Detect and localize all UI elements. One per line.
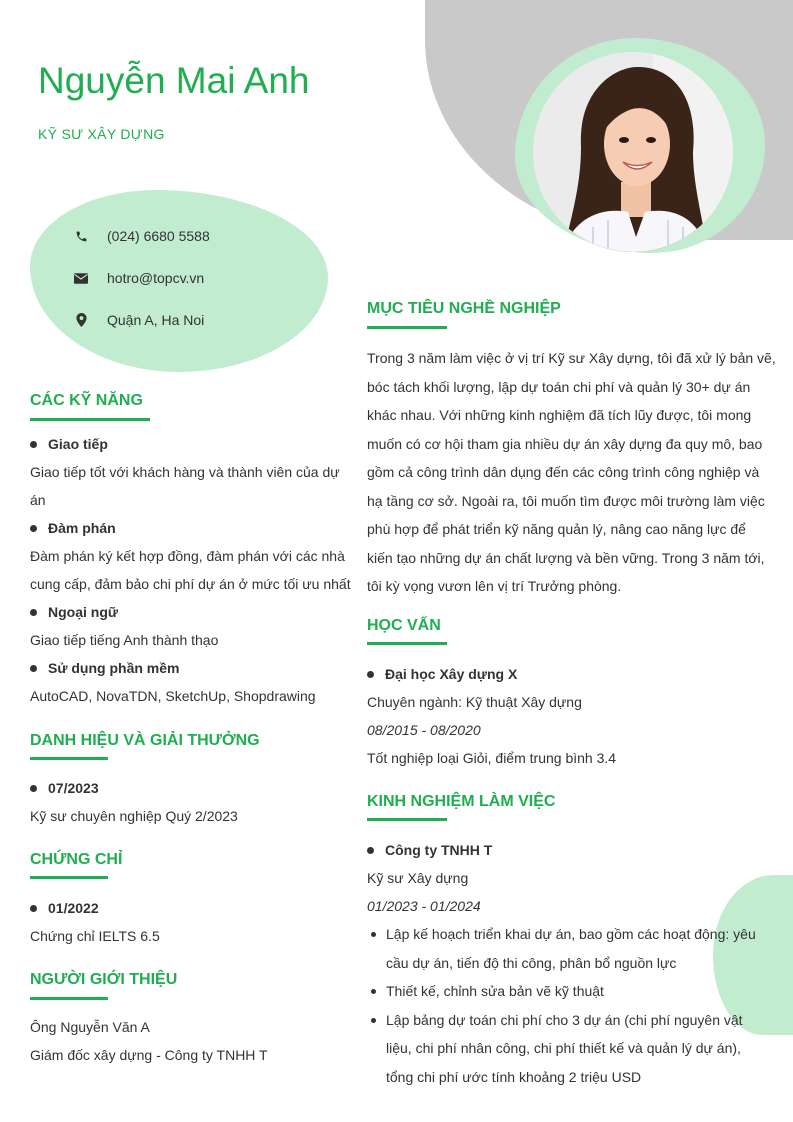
references-title: NGƯỜI GIỚI THIỆU — [30, 971, 178, 988]
reference-name: Ông Nguyễn Văn A — [30, 1019, 150, 1035]
experience-period: 01/2023 - 01/2024 — [367, 898, 481, 914]
certificate-date-text: 01/2022 — [48, 900, 99, 916]
profile-photo — [533, 52, 733, 252]
address-text: Quận A, Ha Noi — [107, 312, 205, 328]
bullet-icon — [367, 847, 374, 854]
skill-name: Đàm phán — [48, 520, 116, 536]
objective-paragraph — [367, 344, 787, 601]
skill-description-line: Giao tiếp tốt với khách hàng và thành viên của dự — [30, 464, 340, 480]
objective-line: Trong 3 năm làm việc ở vị trí Kỹ sư Xây dựng, tôi đã xử lý bản vẽ, — [367, 350, 776, 366]
certificate-date — [30, 900, 99, 916]
task-line: Thiết kế, chỉnh sửa bản vẽ kỹ thuật — [386, 983, 604, 999]
experience-task — [367, 1006, 777, 1092]
objective-line: phù hợp để phát triển kỹ năng quản lý, nâng cao năng lực để — [367, 521, 746, 537]
skill-description — [30, 458, 350, 514]
bullet-icon — [30, 525, 37, 532]
bullet-icon — [30, 665, 37, 672]
experience-company-name: Công ty TNHH T — [385, 842, 493, 858]
skill-name: Sử dụng phần mềm — [48, 660, 180, 676]
skills-title: CÁC KỸ NĂNG — [30, 392, 143, 409]
education-period: 08/2015 - 08/2020 — [367, 722, 481, 738]
objective-line: gồm cả công trình dân dụng đến các công trình công nghiệp và — [367, 464, 760, 480]
objective-line: muốn có cơ hội tham gia nhiều dự án xây dựng đa quy mô, bao — [367, 435, 763, 452]
bullet-icon — [30, 905, 37, 912]
certificate-text: Chứng chỉ IELTS 6.5 — [30, 928, 160, 944]
map-marker-icon — [74, 313, 88, 327]
task-line: Lập bảng dự toán chi phí cho 3 dự án (chi phí nguyên vật — [386, 1011, 743, 1028]
contact-email — [74, 270, 204, 286]
skill-description-line: cung cấp, đảm bảo chi phí dự án ở mức tối ưu nhất — [30, 576, 351, 592]
experience-role: Kỹ sư Xây dựng — [367, 870, 469, 886]
task-line: cầu dự án, tiến độ thi công, phân bổ nguồn lực — [386, 954, 677, 971]
education-major: Chuyên ngành: Kỹ thuật Xây dựng — [367, 694, 582, 710]
certificates-title: CHỨNG CHỈ — [30, 851, 123, 868]
experience-company — [367, 842, 492, 858]
awards-title: DANH HIỆU VÀ GIẢI THƯỞNG — [30, 732, 260, 749]
skill-description: AutoCAD, NovaTDN, SketchUp, Shopdrawing — [30, 688, 316, 704]
skill-heading — [30, 436, 108, 452]
experience-task — [367, 920, 777, 977]
education-underline — [367, 642, 447, 645]
education-result: Tốt nghiệp loại Giỏi, điểm trung bình 3.4 — [367, 750, 617, 766]
skill-heading — [30, 660, 179, 676]
objective-line: kiến tạo những dự án chất lượng và bền vững. Trong 3 năm tới, — [367, 549, 765, 566]
objective-line: bóc tách khối lượng, lập dự toán chi phí và quản lý 30+ dự án — [367, 378, 751, 395]
skill-description — [30, 542, 360, 598]
reference-position: Giám đốc xây dựng - Công ty TNHH T — [30, 1047, 268, 1063]
objective-title: MỤC TIÊU NGHỀ NGHIỆP — [367, 300, 561, 317]
skill-name: Giao tiếp — [48, 436, 108, 452]
awards-underline — [30, 757, 108, 760]
experience-title: KINH NGHIỆM LÀM VIỆC — [367, 793, 556, 810]
skill-description-line: án — [30, 492, 46, 508]
objective-underline — [367, 326, 447, 329]
bullet-icon — [30, 609, 37, 616]
job-title: KỸ SƯ XÂY DỰNG — [38, 126, 165, 142]
objective-line: hạ tầng cơ sở. Ngoài ra, tôi muốn tìm được môi trường làm việc — [367, 492, 765, 509]
skill-heading — [30, 520, 116, 536]
candidate-name: Nguyễn Mai Anh — [38, 60, 310, 101]
objective-line: khác nhau. Với những kinh nghiệm đã tích lũy được, tôi mong — [367, 407, 752, 423]
education-school-name: Đại học Xây dựng X — [385, 666, 518, 682]
objective-line: tôi kỳ vọng vươn lên vị trí Trưởng phòng. — [367, 578, 622, 594]
contact-address — [74, 312, 204, 328]
references-underline — [30, 997, 108, 1000]
skills-underline — [30, 418, 150, 421]
task-line: liệu, chi phí nhân công, chi phí thiết kế và quản lý dự án), — [386, 1040, 741, 1056]
email-text: hotro@topcv.vn — [107, 270, 205, 286]
skill-name: Ngoại ngữ — [48, 604, 119, 620]
envelope-icon — [74, 271, 88, 285]
task-line: Lập kế hoạch triển khai dự án, bao gồm các hoạt động: yêu — [386, 926, 756, 942]
bullet-icon — [30, 785, 37, 792]
skill-description-line: Đàm phán ký kết hợp đồng, đàm phán với các nhà — [30, 548, 345, 564]
phone-text: (024) 6680 5588 — [107, 228, 210, 244]
task-line: tổng chi phí ước tính khoảng 2 triệu USD — [386, 1068, 642, 1085]
skill-heading — [30, 604, 118, 620]
experience-underline — [367, 818, 447, 821]
contact-phone — [74, 228, 210, 244]
bullet-icon — [367, 671, 374, 678]
education-school — [367, 666, 517, 682]
skill-description: Giao tiếp tiếng Anh thành thạo — [30, 632, 219, 648]
education-title: HỌC VẤN — [367, 617, 441, 634]
phone-icon — [74, 229, 88, 243]
experience-task — [367, 977, 777, 1006]
award-date-text: 07/2023 — [48, 780, 99, 796]
experience-task-list — [367, 920, 777, 1091]
award-text: Kỹ sư chuyên nghiệp Quý 2/2023 — [30, 808, 238, 824]
award-date — [30, 780, 99, 796]
bullet-icon — [30, 441, 37, 448]
certificates-underline — [30, 876, 108, 879]
